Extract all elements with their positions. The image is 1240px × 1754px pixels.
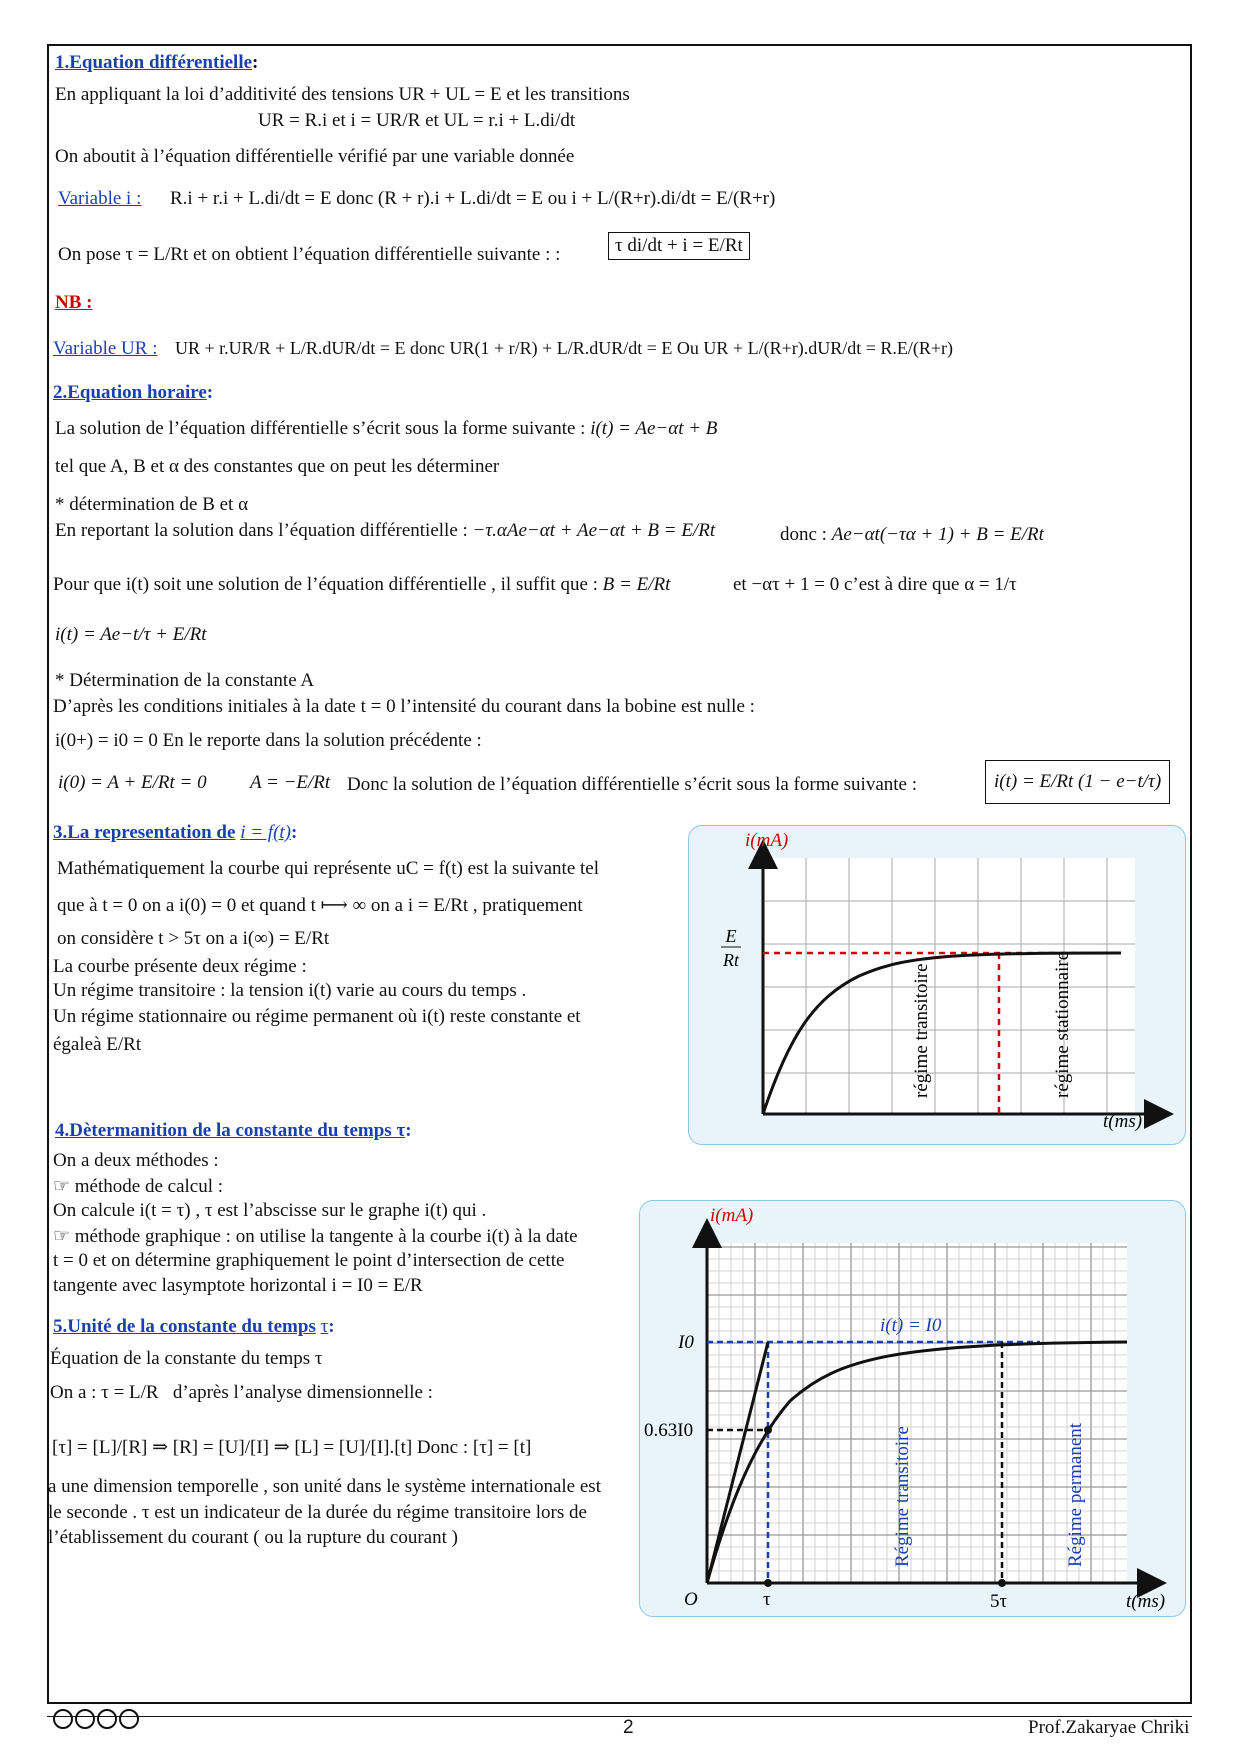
section3-p6: Un régime stationnaire ou régime permanent où i(t) reste constante et: [53, 1006, 581, 1027]
graph2-i0-label: I0: [678, 1332, 694, 1353]
graph1-svg: [689, 826, 1185, 1144]
variable-ur-equation: UR + r.UR/R + L/R.dUR/dt = E donc UR(1 + r/R) + L/R.dUR/dt = E Ou UR + L/(R+r).dUR/dt = R.E/(R+r): [175, 338, 954, 358]
pose-text: On pose τ = L/Rt et on obtient l’équation différentielle suivante : :: [58, 244, 561, 265]
nb-label: NB :: [55, 292, 93, 313]
section1-relations: UR = R.i et i = UR/R et UL = r.i + L.di/dt: [258, 110, 576, 131]
conditions-initiales: D’après les conditions initiales à la date t = 0 l’intensité du courant dans la bobine est nulle :: [53, 696, 755, 717]
et-line: et −ατ + 1 = 0 c’est à dire que α = 1/τ: [733, 574, 1017, 595]
graph1-plot-area: [763, 858, 1135, 1114]
section2-heading: 2.Equation horaire:: [53, 382, 214, 403]
graph2-region-transitoire: Régime transitoire: [892, 1426, 913, 1567]
graph1-level-den: Rt: [723, 950, 739, 970]
graph1-y-label: i(mA): [745, 830, 789, 851]
section3-p4: La courbe présente deux régime :: [53, 956, 307, 977]
section5-l3: [τ] = [L]/[R] ⇒ [R] = [U]/[I] ⇒ [L] = [U]/[I].[t] Donc : [τ] = [t]: [52, 1437, 532, 1458]
section3-heading: 3.La representation de i = f(t):: [53, 822, 298, 843]
section3-p2: que à t = 0 on a i(0) = 0 et quand t ⟼ ∞ on a i = E/Rt , pratiquement: [57, 895, 583, 916]
section3-p1: Mathématiquement la courbe qui représente uC = f(t) est la suivante tel: [57, 858, 600, 879]
section3-p5: Un régime transitoire : la tension i(t) varie au cours du temps .: [53, 980, 527, 1001]
cc-license-icon: [52, 1708, 144, 1730]
author: Prof.Zakaryae Chriki: [1028, 1717, 1190, 1738]
boxed-equation: τ di/dt + i = E/Rt: [608, 232, 750, 260]
section2-line1: La solution de l’équation différentielle s’écrit sous la forme suivante : i(t) = Ae−αt + B: [55, 418, 718, 439]
graph2-origin: O: [684, 1589, 698, 1610]
variable-i-equation: R.i + r.i + L.di/dt = E donc (R + r).i + L.di/dt = E ou i + L/(R+r).di/dt = E/(R+r): [170, 188, 776, 209]
graph2-point-063: [764, 1426, 772, 1434]
graph1-panel: [688, 825, 1186, 1145]
section2-line2: tel que A, B et α des constantes que on peut les déterminer: [55, 456, 500, 477]
graph2-point-5tau: [998, 1579, 1006, 1587]
section4-l2: ☞ méthode de calcul :: [53, 1176, 224, 1197]
graph2-point-tau: [764, 1579, 772, 1587]
section5-l1: Équation de la constante du temps τ: [50, 1348, 323, 1369]
section1-result: On aboutit à l’équation différentielle vérifié par une variable donnée: [55, 146, 575, 167]
graph2-x-label: t(ms): [1126, 1591, 1166, 1612]
graph2-panel: [639, 1200, 1186, 1617]
license-badge: [52, 1708, 144, 1736]
section5-l2: On a : τ = L/R d’après l’analyse dimensionnelle :: [50, 1382, 433, 1403]
donc-line: donc : Ae−αt(−τα + 1) + B = E/Rt: [780, 524, 1044, 545]
section4-l3: On calcule i(t = τ) , τ est l’abscisse sur le graphe i(t) qui .: [53, 1200, 487, 1221]
section3-p3: on considère t > 5τ on a i(∞) = E/Rt: [57, 928, 330, 949]
section5-l4: a une dimension temporelle , son unité dans le système internationale est: [48, 1476, 601, 1497]
donc-solution: Donc la solution de l’équation différentielle s’écrit sous la forme suivante :: [347, 774, 918, 795]
final-equation: i(t) = E/Rt (1 − e−t/τ): [985, 760, 1170, 804]
section4-l4: ☞ méthode graphique : on utilise la tangente à la courbe i(t) à la date: [53, 1226, 578, 1247]
graph1-x-label: t(ms): [1103, 1111, 1143, 1132]
section4-heading: 4.Dètermanition de la constante du temps τ:: [55, 1120, 412, 1141]
pour-que-line: Pour que i(t) soit une solution de l’équation différentielle , il suffit que : B = E/Rt: [53, 574, 671, 595]
a-equation: A = −E/Rt: [250, 772, 331, 793]
section5-l5: le seconde . τ est un indicateur de la durée du régime transitoire lors de: [48, 1502, 587, 1523]
section4-l1: On a deux méthodes :: [53, 1150, 219, 1171]
determination-b: * détermination de B et α: [55, 494, 249, 515]
section3-p7: égaleà E/Rt: [53, 1034, 142, 1055]
graph2-asymptote-label: i(t) = I0: [880, 1315, 942, 1336]
graph2-svg: [640, 1201, 1185, 1616]
section5-heading: 5.Unité de la constante du temps τ:: [53, 1316, 335, 1337]
graph2-tau-tick: τ: [763, 1589, 771, 1610]
graph2-y-label: i(mA): [710, 1205, 754, 1226]
section5-l6: l’établissement du courant ( ou la rupture du courant ): [48, 1527, 458, 1548]
graph1-level-num: E: [725, 926, 737, 946]
graph2-region-permanent: Régime permanent: [1065, 1422, 1086, 1567]
i0-equation: i(0) = A + E/Rt = 0: [58, 772, 207, 793]
footer-rule: [47, 1716, 1192, 1717]
graph1-region-stationnaire: régime stationnaire: [1052, 951, 1073, 1098]
i-t-equation: i(t) = Ae−t/τ + E/Rt: [55, 624, 207, 645]
graph2-5tau-tick: 5τ: [990, 1591, 1008, 1612]
variable-i-label: Variable i :: [58, 188, 142, 209]
determination-a: * Détermination de la constante A: [55, 670, 315, 691]
report-line: En reportant la solution dans l’équation différentielle : −τ.αAe−αt + Ae−αt + B = E/Rt: [55, 520, 716, 541]
graph2-plot-area: [707, 1243, 1127, 1583]
i0-line: i(0+) = i0 = 0 En le reporte dans la solution précédente :: [55, 730, 482, 751]
section4-l5: t = 0 et on détermine graphiquement le point d’intersection de cette: [53, 1250, 565, 1271]
section4-l6: tangente avec lasymptote horizontal i = I0 = E/R: [53, 1275, 423, 1296]
section1-heading: 1.Equation différentielle:: [55, 52, 259, 73]
section1-intro: En appliquant la loi d’additivité des tensions UR + UL = E et les transitions: [55, 84, 630, 105]
page-number: 2: [623, 1717, 634, 1738]
variable-ur-label: Variable UR :: [53, 338, 158, 359]
graph2-063-label: 0.63I0: [644, 1420, 694, 1441]
graph1-region-transitoire: régime transitoire: [911, 963, 932, 1098]
